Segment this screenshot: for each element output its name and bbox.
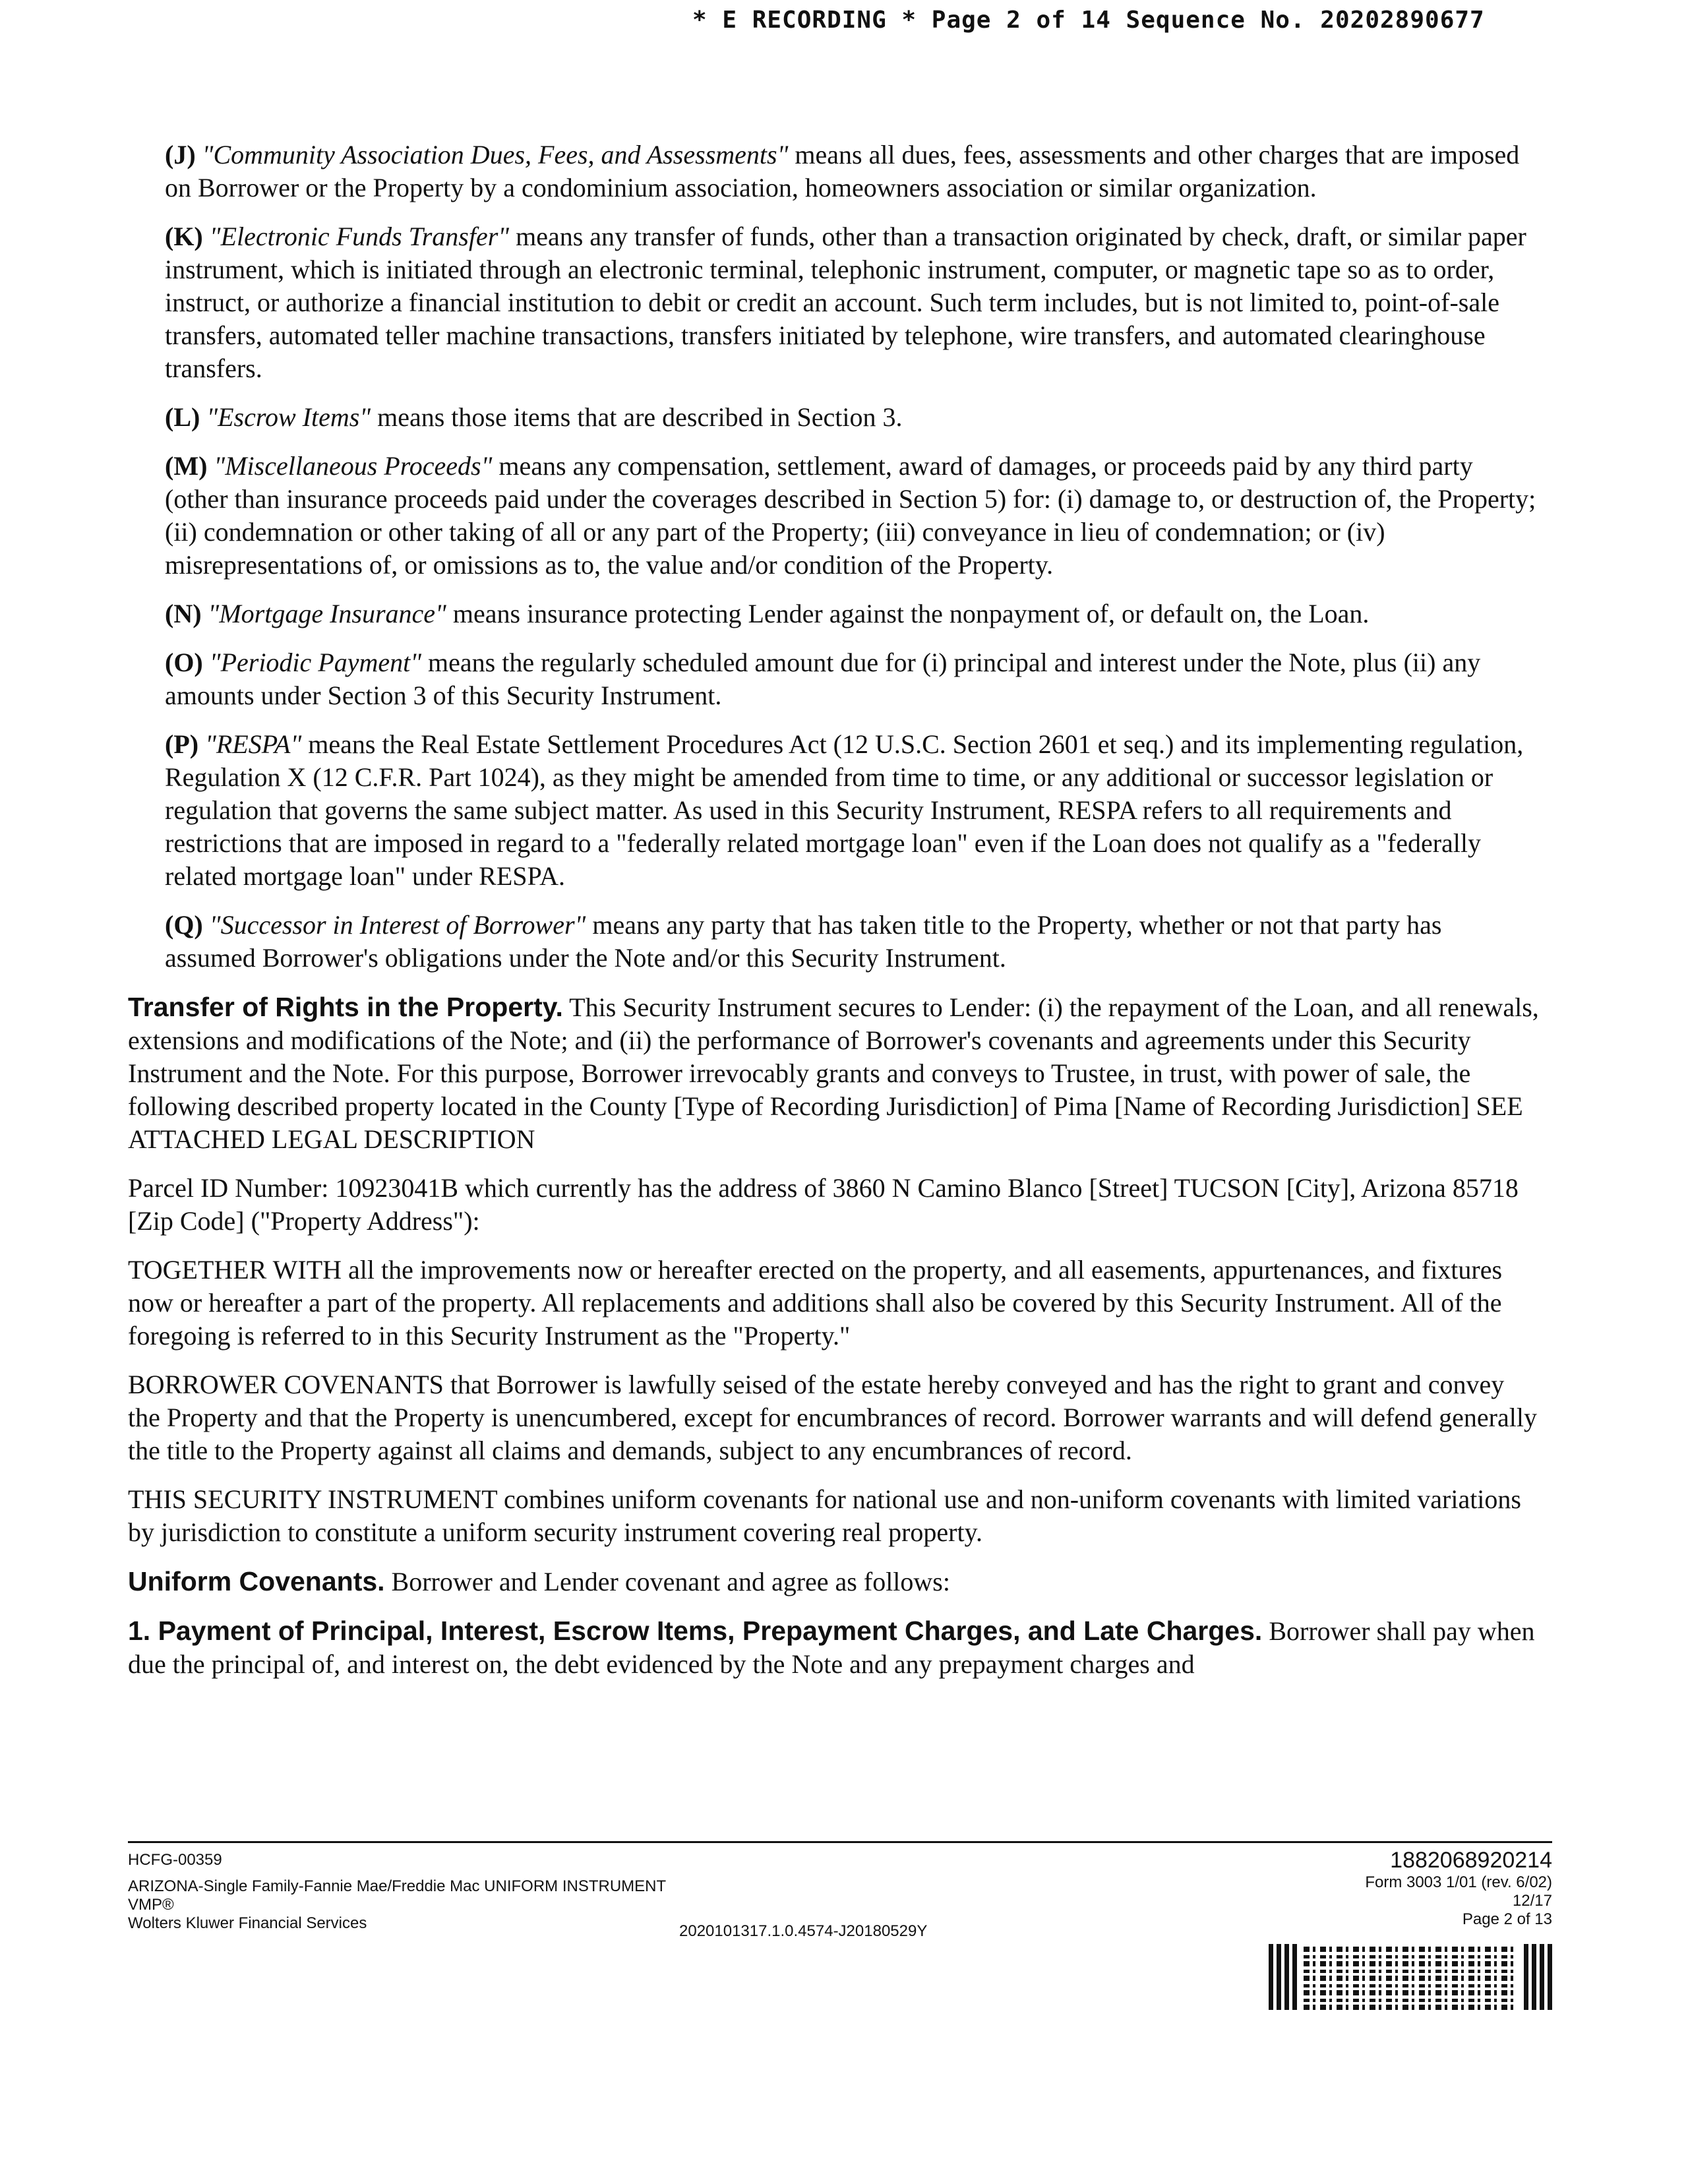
definition-label: (M) — [165, 451, 208, 481]
parcel-paragraph: Parcel ID Number: 10923041B which currently has the address of 3860 N Camino Blanco [Street] TUCSON [City], Arizona 85718 [Zip Code] ("Property Address"): — [128, 1173, 1519, 1236]
section-1-paragraph — [128, 1614, 1539, 1681]
definition-text: means the Real Estate Settlement Procedures Act (12 U.S.C. Section 2601 et seq.) and its implementing regulation, Regulation X (12 C.F.R. Part 1024), as they might be amended from time to time, or any additional or successor legislation or regulation that governs the same subject matter. As used in this Security Instrument, RESPA refers to all requirements and restrictions that are imposed in regard to a "federally related mortgage loan" even if the Loan does not qualify as a "federally related mortgage loan" under RESPA. — [165, 729, 1524, 891]
footer-loan-info — [1091, 1847, 1552, 1929]
loan-number: 1882068920214 — [1390, 1848, 1552, 1873]
together-with-paragraph: TOGETHER WITH all the improvements now or hereafter erected on the property, and all easements, appurtenances, and fixtures now or hereafter a part of the property. All replacements and additions shall also be covered by this Security Instrument. All of the foregoing is referred to in this Security Instrument as the "Property." — [128, 1255, 1503, 1350]
definitions-list — [128, 138, 1539, 975]
definition-text: means any transfer of funds, other than a transaction originated by check, draft, or similar paper instrument, which is initiated through an electronic terminal, telephonic instrument, computer, or magnetic tape so as to order, instruct, or authorize a financial institution to debit or credit an account. Such term includes, but is not limited to, point-of-sale transfers, automated teller machine transactions, transfers initiated by telephone, wire transfers, and automated clearinghouse transfers. — [165, 222, 1526, 383]
security-instrument-paragraph: THIS SECURITY INSTRUMENT combines uniform covenants for national use and non-uniform covenants with limited variations by jurisdiction to constitute a uniform security instrument covering real property. — [128, 1484, 1521, 1547]
definition-term: "Electronic Funds Transfer" — [209, 222, 510, 251]
uniform-covenants-heading: Uniform Covenants. — [128, 1566, 385, 1596]
uniform-covenants-paragraph — [128, 1565, 1539, 1598]
transfer-of-rights-text: This Security Instrument secures to Lender: (i) the repayment of the Loan, and all renewals, extensions and modifications of the Note; and (ii) the performance of Borrower's covenants and agreements under this Security Instrument and the Note. For this purpose, Borrower irrevocably grants and conveys to Trustee, in trust, with power of sale, the following described property located in the County [Type of Recording Jurisdiction] of Pima [Name of Recording Jurisdiction] SEE ATTACHED LEGAL DESCRIPTION — [128, 992, 1539, 1154]
definition-text: means those items that are described in Section 3. — [371, 402, 903, 432]
form-code: HCFG-00359 — [128, 1851, 222, 1869]
definition-term: "Miscellaneous Proceeds" — [214, 451, 493, 481]
publisher-name: Wolters Kluwer Financial Services — [128, 1914, 367, 1932]
definition-term: "Escrow Items" — [206, 402, 371, 432]
barcode-right-bars — [1524, 1944, 1552, 2010]
recording-stamp: * E RECORDING * Page 2 of 14 Sequence No. 20202890677 — [692, 7, 1485, 34]
definition-label: (K) — [165, 222, 203, 251]
definition-j — [165, 138, 1539, 204]
definition-text: means insurance protecting Lender against the nonpayment of, or default on, the Loan. — [446, 599, 1370, 628]
definition-text: means the regularly scheduled amount due for (i) principal and interest under the Note, plus (ii) any amounts under Section 3 of this Security Instrument. — [165, 648, 1481, 710]
definition-term: "Community Association Dues, Fees, and Assessments" — [202, 140, 789, 169]
definition-label: (Q) — [165, 910, 203, 940]
definition-text: means any party that has taken title to the Property, whether or not that party has assumed Borrower's obligations under the Note and/or this Security Instrument. — [165, 910, 1442, 973]
document-body — [128, 138, 1539, 1697]
definition-l — [165, 401, 1539, 434]
form-title: ARIZONA-Single Family-Fannie Mae/Freddie Mac UNIFORM INSTRUMENT — [128, 1877, 667, 1895]
form-revision: 12/17 — [1512, 1892, 1552, 1910]
borrower-covenants-paragraph: BORROWER COVENANTS that Borrower is lawfully seised of the estate hereby conveyed and has the right to grant and convey the Property and that the Property is unencumbered, except for encumbrances of record. Borrower warrants and will defend generally the title to the Property against all claims and demands, subject to any encumbrances of record. — [128, 1370, 1537, 1465]
page-number: Page 2 of 13 — [1462, 1910, 1552, 1928]
definition-term: "Periodic Payment" — [209, 648, 422, 677]
document-id: 2020101317.1.0.4574-J20180529Y — [679, 1922, 928, 1940]
definition-p — [165, 728, 1539, 893]
definition-n — [165, 597, 1539, 630]
definition-k — [165, 220, 1539, 385]
uniform-covenants-text: Borrower and Lender covenant and agree as follows: — [384, 1567, 950, 1596]
definition-label: (N) — [165, 599, 202, 628]
definition-term: "Successor in Interest of Borrower" — [209, 910, 586, 940]
section-1-text: Borrower shall pay when due the principal of, and interest on, the debt evidenced by the Note and any prepayment charges and — [128, 1616, 1535, 1679]
page-footer — [128, 1841, 1552, 1940]
section-1-heading: 1. Payment of Principal, Interest, Escrow Items, Prepayment Charges, and Late Charges. — [128, 1616, 1263, 1646]
definition-term: "RESPA" — [205, 729, 302, 759]
barcode-matrix — [1304, 1944, 1517, 2010]
definition-text: means any compensation, settlement, award of damages, or proceeds paid by any third party (other than insurance proceeds paid under the coverages described in Section 5) for: (i) damage to, or destruction of, the Property; (ii) condemnation or other taking of all or any part of the Property; (iii) conveyance in lieu of condemnation; or (iv) misrepresentations of, or omissions as to, the value and/or condition of the Property. — [165, 451, 1536, 580]
transfer-of-rights-heading: Transfer of Rights in the Property. — [128, 992, 563, 1022]
definition-m — [165, 450, 1539, 582]
definition-term: "Mortgage Insurance" — [208, 599, 446, 628]
definition-label: (P) — [165, 729, 199, 759]
vmp-mark: VMP® — [128, 1896, 174, 1914]
definition-q — [165, 909, 1539, 975]
barcode-left-bars — [1269, 1944, 1297, 2010]
barcode-image — [1269, 1944, 1552, 2010]
definition-label: (L) — [165, 402, 200, 432]
definition-label: (J) — [165, 140, 196, 169]
definition-o — [165, 646, 1539, 712]
footer-form-info — [128, 1851, 853, 1933]
definition-text: means all dues, fees, assessments and other charges that are imposed on Borrower or the Property by a condominium association, homeowners association or similar organization. — [165, 140, 1520, 202]
transfer-of-rights-paragraph — [128, 990, 1539, 1156]
form-number: Form 3003 1/01 (rev. 6/02) — [1365, 1873, 1552, 1891]
definition-label: (O) — [165, 648, 203, 677]
